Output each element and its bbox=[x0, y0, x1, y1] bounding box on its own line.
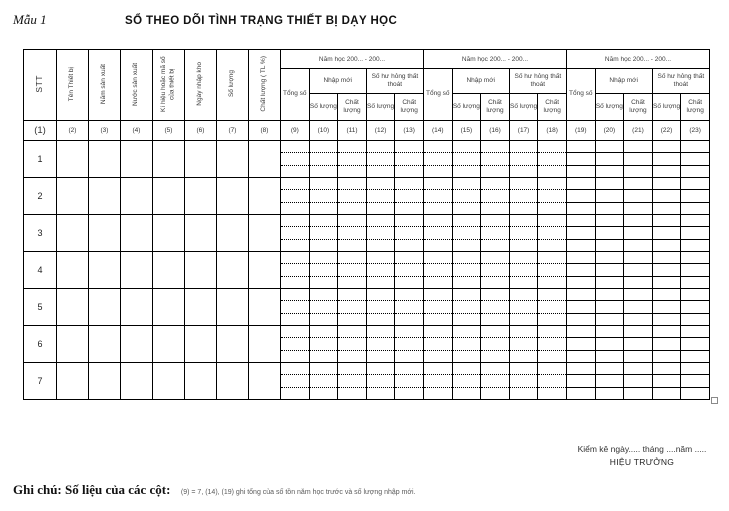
body-cell-empty bbox=[57, 363, 89, 400]
group-1-damaged-header: Số hư hỏng thất thoát bbox=[366, 69, 423, 94]
body-cell-empty bbox=[249, 326, 281, 363]
row-number: 1 bbox=[24, 141, 57, 178]
body-cell-dotted bbox=[423, 326, 452, 363]
body-cell-empty bbox=[249, 215, 281, 252]
body-cell-dotted bbox=[281, 141, 310, 178]
body-cell-dotted bbox=[538, 326, 567, 363]
body-cell-lined bbox=[595, 215, 624, 252]
row-number: 4 bbox=[24, 252, 57, 289]
body-cell-dotted bbox=[509, 326, 538, 363]
body-cell-lined bbox=[681, 252, 710, 289]
table-row bbox=[24, 289, 710, 326]
body-cell-empty bbox=[121, 178, 153, 215]
body-cell-dotted bbox=[452, 326, 481, 363]
body-cell-dotted bbox=[423, 215, 452, 252]
col-number: (16) bbox=[481, 121, 510, 141]
body-cell-dotted bbox=[338, 289, 367, 326]
footnote-lead: Ghi chú: Số liệu của các cột: bbox=[13, 482, 171, 497]
body-cell-empty bbox=[89, 215, 121, 252]
group-3-damaged-qty-header: Số lượng bbox=[652, 94, 681, 121]
table-resize-handle[interactable] bbox=[711, 397, 718, 404]
col-number: (12) bbox=[366, 121, 395, 141]
body-cell-dotted bbox=[338, 178, 367, 215]
body-cell-empty bbox=[185, 363, 217, 400]
body-cell-lined bbox=[566, 141, 595, 178]
body-cell-dotted bbox=[281, 326, 310, 363]
body-cell-dotted bbox=[423, 363, 452, 400]
col-number: (23) bbox=[681, 121, 710, 141]
col-header-stt: STT bbox=[24, 50, 57, 121]
body-cell-empty bbox=[153, 178, 185, 215]
body-cell-lined bbox=[681, 363, 710, 400]
col-number: (3) bbox=[89, 121, 121, 141]
table-row bbox=[24, 252, 710, 289]
row-number: 7 bbox=[24, 363, 57, 400]
group-1-new-header: Nhập mới bbox=[309, 69, 366, 94]
body-cell-empty bbox=[217, 289, 249, 326]
body-cell-lined bbox=[566, 289, 595, 326]
body-cell-dotted bbox=[538, 363, 567, 400]
body-cell-empty bbox=[185, 326, 217, 363]
body-cell-dotted bbox=[509, 215, 538, 252]
body-cell-dotted bbox=[452, 141, 481, 178]
body-cell-empty bbox=[57, 178, 89, 215]
row-number: 5 bbox=[24, 289, 57, 326]
group-1-damaged-qty-header: Số lượng bbox=[366, 94, 395, 121]
body-cell-dotted bbox=[481, 215, 510, 252]
year-group-2-title: Năm học 200... - 200... bbox=[423, 50, 566, 69]
body-cell-empty bbox=[121, 252, 153, 289]
body-cell-lined bbox=[624, 215, 653, 252]
body-cell-dotted bbox=[452, 289, 481, 326]
signer-title: HIỆU TRƯỞNG bbox=[609, 457, 675, 468]
body-cell-empty bbox=[217, 215, 249, 252]
body-cell-dotted bbox=[423, 178, 452, 215]
body-cell-dotted bbox=[395, 363, 424, 400]
body-cell-lined bbox=[681, 215, 710, 252]
col-number: (19) bbox=[566, 121, 595, 141]
body-cell-dotted bbox=[509, 178, 538, 215]
column-number-row bbox=[24, 121, 710, 141]
body-cell-lined bbox=[624, 326, 653, 363]
body-cell-empty bbox=[153, 363, 185, 400]
col-number: (8) bbox=[249, 121, 281, 141]
body-cell-empty bbox=[153, 289, 185, 326]
body-cell-dotted bbox=[366, 289, 395, 326]
body-cell-empty bbox=[153, 215, 185, 252]
body-cell-lined bbox=[652, 326, 681, 363]
body-cell-dotted bbox=[281, 363, 310, 400]
body-cell-dotted bbox=[481, 178, 510, 215]
body-cell-lined bbox=[566, 326, 595, 363]
body-cell-dotted bbox=[366, 252, 395, 289]
footnote bbox=[13, 481, 416, 499]
group-1-new-quality-header: Chất lượng bbox=[338, 94, 367, 121]
body-cell-empty bbox=[121, 289, 153, 326]
col-header-ki-hieu: Kí hiệu hoặc mã số của thiết bị bbox=[153, 50, 185, 121]
body-cell-dotted bbox=[452, 363, 481, 400]
body-cell-lined bbox=[652, 252, 681, 289]
body-cell-empty bbox=[57, 289, 89, 326]
body-cell-dotted bbox=[509, 252, 538, 289]
body-cell-dotted bbox=[281, 289, 310, 326]
body-cell-dotted bbox=[338, 326, 367, 363]
body-cell-dotted bbox=[481, 289, 510, 326]
group-2-new-quality-header: Chất lượng bbox=[481, 94, 510, 121]
col-header-nam-san-xuat: Năm sản xuất bbox=[89, 50, 121, 121]
body-cell-empty bbox=[153, 252, 185, 289]
body-cell-empty bbox=[249, 289, 281, 326]
body-cell-lined bbox=[681, 289, 710, 326]
body-cell-dotted bbox=[452, 178, 481, 215]
body-cell-empty bbox=[89, 178, 121, 215]
body-cell-dotted bbox=[423, 141, 452, 178]
year-group-3-title: Năm học 200... - 200... bbox=[566, 50, 709, 69]
body-cell-empty bbox=[185, 289, 217, 326]
body-cell-dotted bbox=[423, 289, 452, 326]
body-cell-dotted bbox=[509, 363, 538, 400]
body-cell-dotted bbox=[366, 178, 395, 215]
equipment-tracking-table bbox=[23, 49, 710, 400]
body-cell-empty bbox=[57, 141, 89, 178]
body-cell-lined bbox=[595, 326, 624, 363]
body-cell-dotted bbox=[309, 326, 338, 363]
group-2-damaged-quality-header: Chất lượng bbox=[538, 94, 567, 121]
body-cell-empty bbox=[89, 141, 121, 178]
body-cell-lined bbox=[566, 252, 595, 289]
group-1-total-header: Tổng số bbox=[281, 69, 310, 121]
body-cell-empty bbox=[185, 252, 217, 289]
signature-block bbox=[556, 443, 728, 469]
body-cell-dotted bbox=[481, 363, 510, 400]
body-cell-dotted bbox=[509, 289, 538, 326]
body-cell-lined bbox=[595, 252, 624, 289]
body-cell-lined bbox=[652, 363, 681, 400]
body-cell-empty bbox=[121, 326, 153, 363]
body-cell-empty bbox=[121, 215, 153, 252]
group-3-total-header: Tổng số bbox=[566, 69, 595, 121]
col-number: (20) bbox=[595, 121, 624, 141]
col-header-nuoc-san-xuat: Nước sản xuất bbox=[121, 50, 153, 121]
body-cell-lined bbox=[595, 363, 624, 400]
body-cell-dotted bbox=[481, 141, 510, 178]
body-cell-dotted bbox=[309, 252, 338, 289]
row-number: 6 bbox=[24, 326, 57, 363]
body-cell-lined bbox=[652, 178, 681, 215]
col-number: (18) bbox=[538, 121, 567, 141]
col-number: (13) bbox=[395, 121, 424, 141]
body-cell-empty bbox=[249, 252, 281, 289]
col-number: (10) bbox=[309, 121, 338, 141]
body-cell-dotted bbox=[538, 252, 567, 289]
group-3-new-qty-header: Số lượng bbox=[595, 94, 624, 121]
group-2-new-header: Nhập mới bbox=[452, 69, 509, 94]
body-cell-lined bbox=[681, 326, 710, 363]
body-cell-empty bbox=[89, 289, 121, 326]
col-number: (11) bbox=[338, 121, 367, 141]
body-cell-lined bbox=[566, 215, 595, 252]
body-cell-dotted bbox=[481, 326, 510, 363]
body-cell-empty bbox=[89, 252, 121, 289]
body-cell-empty bbox=[57, 252, 89, 289]
group-3-new-quality-header: Chất lượng bbox=[624, 94, 653, 121]
body-cell-empty bbox=[89, 363, 121, 400]
body-cell-lined bbox=[624, 252, 653, 289]
group-2-total-header: Tổng số bbox=[423, 69, 452, 121]
table-row bbox=[24, 363, 710, 400]
year-group-1-title: Năm học 200... - 200... bbox=[281, 50, 424, 69]
body-cell-dotted bbox=[309, 289, 338, 326]
body-cell-empty bbox=[217, 141, 249, 178]
body-cell-dotted bbox=[452, 252, 481, 289]
body-cell-lined bbox=[624, 289, 653, 326]
body-cell-lined bbox=[624, 178, 653, 215]
body-cell-dotted bbox=[338, 252, 367, 289]
col-number: (15) bbox=[452, 121, 481, 141]
body-cell-lined bbox=[652, 289, 681, 326]
group-2-new-qty-header: Số lượng bbox=[452, 94, 481, 121]
col-number: (21) bbox=[624, 121, 653, 141]
body-cell-empty bbox=[121, 363, 153, 400]
body-cell-dotted bbox=[452, 215, 481, 252]
col-number: (1) bbox=[24, 121, 57, 141]
row-number: 3 bbox=[24, 215, 57, 252]
body-cell-empty bbox=[249, 141, 281, 178]
col-header-so-luong: Số lượng bbox=[217, 50, 249, 121]
body-cell-lined bbox=[566, 363, 595, 400]
group-3-new-header: Nhập mới bbox=[595, 69, 652, 94]
body-cell-dotted bbox=[538, 215, 567, 252]
body-cell-dotted bbox=[309, 215, 338, 252]
body-cell-dotted bbox=[281, 252, 310, 289]
body-cell-dotted bbox=[509, 141, 538, 178]
body-cell-dotted bbox=[366, 141, 395, 178]
body-cell-empty bbox=[57, 326, 89, 363]
body-cell-empty bbox=[185, 215, 217, 252]
col-number: (22) bbox=[652, 121, 681, 141]
body-cell-empty bbox=[217, 363, 249, 400]
body-cell-empty bbox=[249, 178, 281, 215]
body-cell-dotted bbox=[481, 252, 510, 289]
table-row bbox=[24, 215, 710, 252]
body-cell-dotted bbox=[309, 178, 338, 215]
group-3-damaged-quality-header: Chất lượng bbox=[681, 94, 710, 121]
body-cell-empty bbox=[153, 141, 185, 178]
table-row bbox=[24, 326, 710, 363]
body-cell-dotted bbox=[281, 178, 310, 215]
form-variant-label: Mẫu 1 bbox=[13, 12, 47, 27]
col-number: (5) bbox=[153, 121, 185, 141]
body-cell-lined bbox=[566, 178, 595, 215]
body-cell-empty bbox=[217, 326, 249, 363]
col-number: (9) bbox=[281, 121, 310, 141]
body-cell-dotted bbox=[338, 141, 367, 178]
col-number: (6) bbox=[185, 121, 217, 141]
footnote-detail: (9) = 7, (14), (19) ghi tổng của số tồn năm học trước và số lượng nhập mới. bbox=[180, 489, 416, 496]
body-cell-dotted bbox=[309, 363, 338, 400]
body-cell-dotted bbox=[395, 326, 424, 363]
body-cell-dotted bbox=[395, 252, 424, 289]
body-cell-empty bbox=[57, 215, 89, 252]
body-cell-empty bbox=[185, 178, 217, 215]
body-cell-lined bbox=[595, 141, 624, 178]
body-cell-empty bbox=[217, 178, 249, 215]
group-1-damaged-quality-header: Chất lượng bbox=[395, 94, 424, 121]
body-cell-dotted bbox=[423, 252, 452, 289]
inventory-date-line: Kiểm kê ngày..... tháng ....năm ..... bbox=[577, 444, 707, 454]
body-cell-lined bbox=[652, 141, 681, 178]
body-cell-dotted bbox=[366, 363, 395, 400]
body-cell-dotted bbox=[309, 141, 338, 178]
col-number: (4) bbox=[121, 121, 153, 141]
body-cell-dotted bbox=[366, 326, 395, 363]
table-row bbox=[24, 141, 710, 178]
body-cell-dotted bbox=[395, 289, 424, 326]
group-2-damaged-qty-header: Số lượng bbox=[509, 94, 538, 121]
body-cell-lined bbox=[595, 178, 624, 215]
page-title: SỔ THEO DÕI TÌNH TRẠNG THIẾT BỊ DẠY HỌC bbox=[125, 15, 398, 27]
group-2-damaged-header: Số hư hỏng thất thoát bbox=[509, 69, 566, 94]
row-number: 2 bbox=[24, 178, 57, 215]
col-number: (7) bbox=[217, 121, 249, 141]
body-cell-dotted bbox=[538, 141, 567, 178]
body-cell-empty bbox=[185, 141, 217, 178]
body-cell-lined bbox=[624, 363, 653, 400]
body-cell-dotted bbox=[338, 363, 367, 400]
body-cell-dotted bbox=[395, 141, 424, 178]
body-cell-dotted bbox=[281, 215, 310, 252]
table-row bbox=[24, 178, 710, 215]
body-cell-dotted bbox=[395, 215, 424, 252]
body-cell-dotted bbox=[395, 178, 424, 215]
col-number: (14) bbox=[423, 121, 452, 141]
body-cell-lined bbox=[624, 141, 653, 178]
body-cell-dotted bbox=[338, 215, 367, 252]
body-cell-lined bbox=[652, 215, 681, 252]
group-3-damaged-header: Số hư hỏng thất thoát bbox=[652, 69, 709, 94]
body-cell-empty bbox=[217, 252, 249, 289]
body-cell-lined bbox=[595, 289, 624, 326]
col-number: (17) bbox=[509, 121, 538, 141]
col-number: (2) bbox=[57, 121, 89, 141]
body-cell-lined bbox=[681, 141, 710, 178]
body-cell-empty bbox=[89, 326, 121, 363]
body-cell-empty bbox=[249, 363, 281, 400]
col-header-ngay-nhap-kho: Ngày nhập kho bbox=[185, 50, 217, 121]
col-header-chat-luong: Chất lượng ( TL %) bbox=[249, 50, 281, 121]
body-cell-dotted bbox=[366, 215, 395, 252]
body-cell-dotted bbox=[538, 178, 567, 215]
body-cell-dotted bbox=[538, 289, 567, 326]
body-cell-empty bbox=[121, 141, 153, 178]
body-cell-empty bbox=[153, 326, 185, 363]
col-header-ten-thiet-bi: Tên Thiết bị bbox=[57, 50, 89, 121]
group-1-new-qty-header: Số lượng bbox=[309, 94, 338, 121]
body-cell-lined bbox=[681, 178, 710, 215]
